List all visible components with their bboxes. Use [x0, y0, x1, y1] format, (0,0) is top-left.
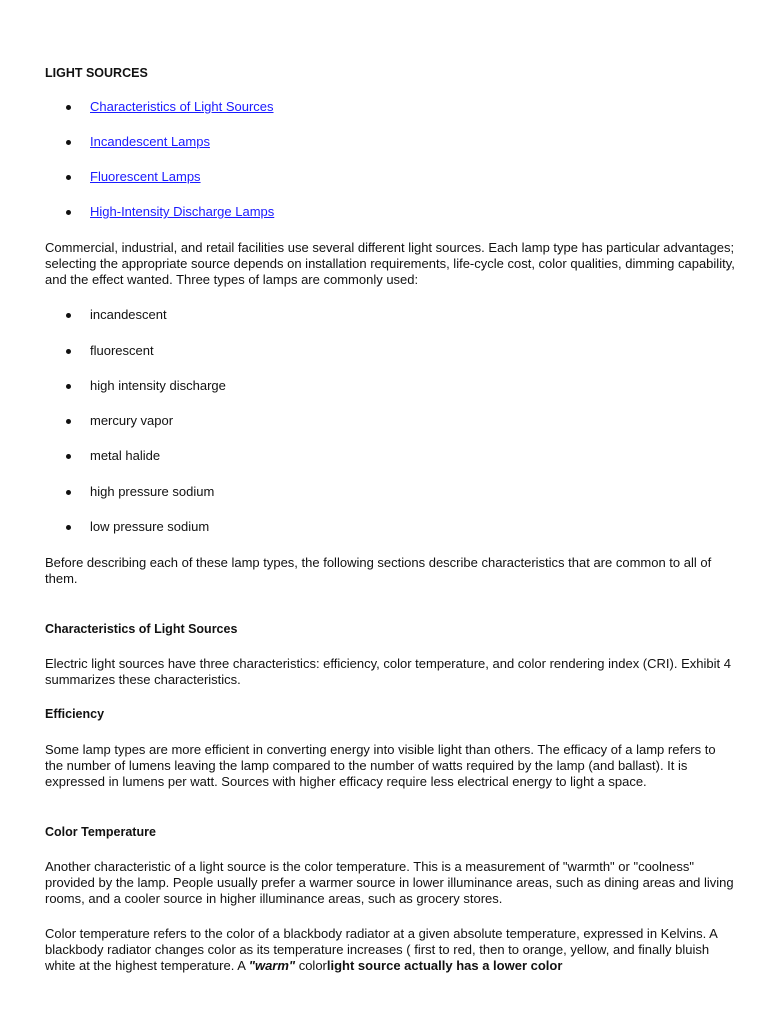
bullet-icon — [66, 454, 71, 459]
lamp-type-label: high intensity discharge — [90, 378, 226, 393]
bullet-icon — [66, 384, 71, 389]
bullet-icon — [66, 105, 71, 110]
lamp-type-label: fluorescent — [90, 343, 154, 358]
color-temperature-heading: Color Temperature — [45, 825, 156, 839]
characteristics-heading: Characteristics of Light Sources — [45, 622, 238, 636]
page-title: LIGHT SOURCES — [45, 66, 148, 80]
bullet-icon — [66, 210, 71, 215]
lamp-type-label: high pressure sodium — [90, 484, 215, 499]
warm-emphasis: "warm" — [248, 958, 296, 973]
color-temperature-paragraph-2 — [45, 926, 735, 974]
bullet-icon — [66, 349, 71, 354]
toc-link-incandescent[interactable]: Incandescent Lamps — [90, 134, 210, 149]
bold-emphasis: light source actually has a lower color — [326, 958, 563, 973]
paragraph-text: Color temperature refers to the color of a blackbody radiator at a given absolute temperature, expressed in Kelvins. A blackbody radiator changes color as its temperature increases ( first to red, then to orange, yellow, and finally bluish white at the highest temperature. A — [45, 926, 718, 973]
before-paragraph: Before describing each of these lamp types, the following sections describe characteristics that are common to all of them. — [45, 555, 712, 586]
bullet-icon — [66, 175, 71, 180]
bullet-icon — [66, 313, 71, 318]
toc-link-hid[interactable]: High-Intensity Discharge Lamps — [90, 204, 275, 219]
lamp-type-label: incandescent — [90, 307, 167, 322]
efficiency-paragraph: Some lamp types are more efficient in converting energy into visible light than others. The efficacy of a lamp refers to the number of lumens leaving the lamp compared to the number of watts required by the lamp (and ballast). It is expressed in lumens per watt. Sources with higher efficacy require less electrical energy to light a space. — [45, 742, 716, 789]
efficiency-heading: Efficiency — [45, 707, 105, 721]
toc-link-characteristics[interactable]: Characteristics of Light Sources — [90, 99, 274, 114]
bullet-icon — [66, 490, 71, 495]
lamp-type-label: low pressure sodium — [90, 519, 210, 534]
bullet-icon — [66, 525, 71, 530]
color-temperature-paragraph-1: Another characteristic of a light source is the color temperature. This is a measurement of "warmth" or "coolness" provided by the lamp. People usually prefer a warmer source in lower illuminance areas, such as dining areas and living rooms, and a cooler source in higher illuminance areas, such as grocery stores. — [45, 859, 734, 906]
bullet-icon — [66, 419, 71, 424]
intro-paragraph: Commercial, industrial, and retail facilities use several different light sources. Each lamp type has particular advantages; selecting the appropriate source depends on installation requirements, life-cycle cost, color qualities, dimming capability, and the effect wanted. Three types of lamps are commonly used: — [45, 240, 735, 287]
characteristics-paragraph: Electric light sources have three characteristics: efficiency, color temperature, and color rendering index (CRI). Exhibit 4 summarizes these characteristics. — [45, 656, 731, 687]
bullet-icon — [66, 140, 71, 145]
paragraph-text: color — [295, 958, 327, 973]
toc-link-fluorescent[interactable]: Fluorescent Lamps — [90, 169, 201, 184]
lamp-type-label: mercury vapor — [90, 413, 174, 428]
lamp-type-label: metal halide — [90, 448, 161, 463]
